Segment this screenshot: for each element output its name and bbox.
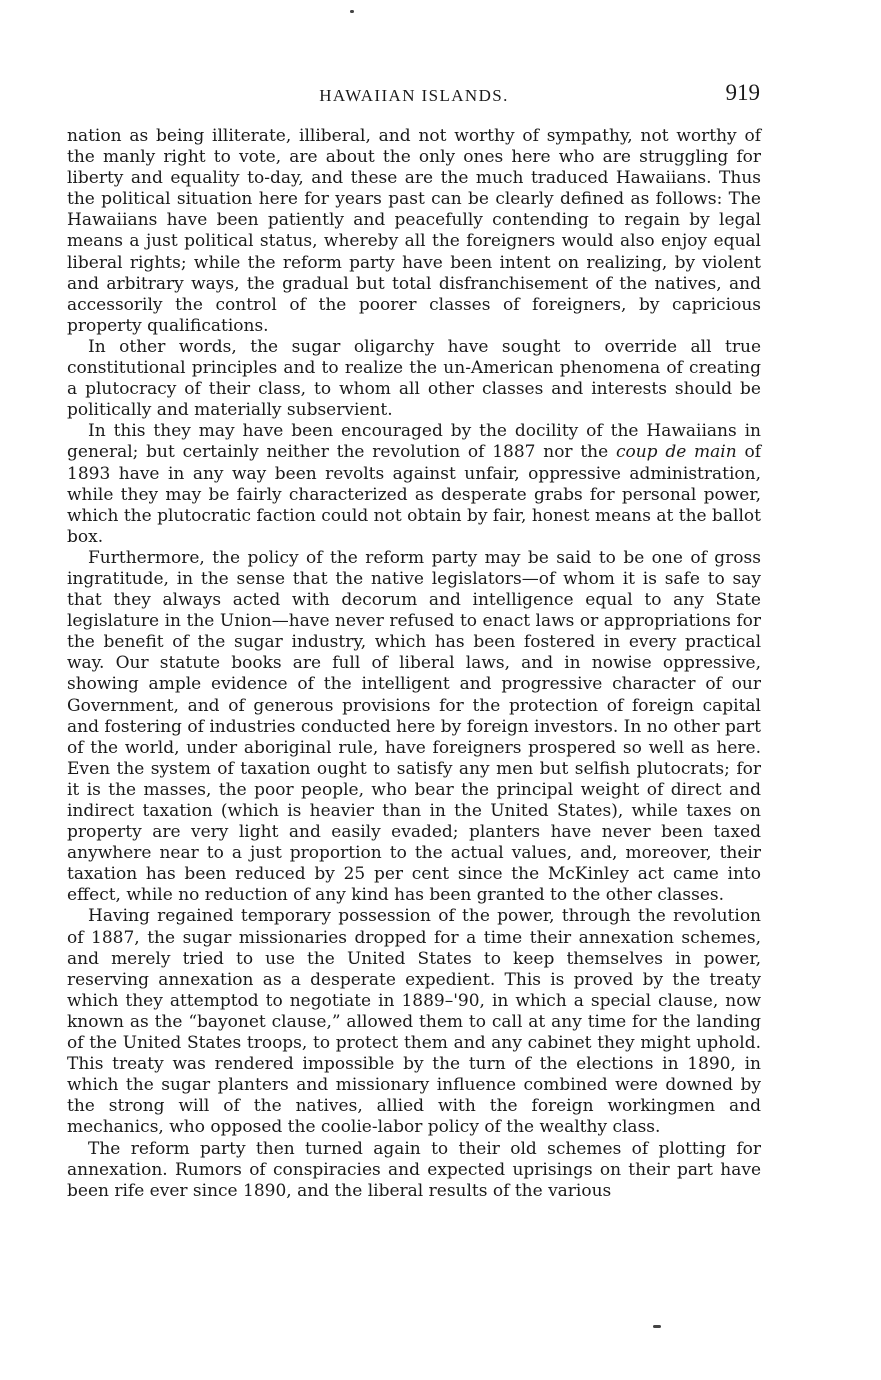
paragraph: Furthermore, the policy of the reform party may be said to be one of gross ingratitude, in the sense that the native legislators—of whom it is safe to say that they always acted with decorum and intelligence equal to any State legislature in the Union—have never refused to enact laws or appropriations for the benefit of the sugar industry, which has been fostered in every practical way. Our statute books are full of liberal laws, and in nowise oppressive, showing ample evidence of the intelligent and progressive character of our Government, and of generous provisions for the protection of foreign capital and fostering of industries conducted here by foreign investors. In no other part of the world, under aboriginal rule, have foreigners prospered so well as here. Even the system of taxation ought to satisfy any men but selfish plutocrats; for it is the masses, the poor people, who bear the principal weight of direct and indirect taxation (which is heavier than in the United States), while taxes on property are very light and easily evaded; planters have never been taxed anywhere near to a just proportion to the actual values, and, moreover, their taxation has been reduced by 25 per cent since the McKinley act came into effect, while no reduction of any kind has been granted to the other classes. — [67, 547, 761, 906]
page-header — [68, 80, 760, 110]
paragraph-text: of 1893 have in any way been revolts against unfair, oppressive administration, while they may be fairly characterized as desperate grabs for personal power, which the plutocratic faction could not obtain by fair, honest means at the ballot box. — [67, 442, 762, 547]
ink-speck-bottom — [653, 1325, 661, 1328]
body-text — [67, 126, 761, 1202]
italic-phrase: coup de main — [615, 442, 737, 463]
ink-speck-top — [350, 10, 354, 13]
running-title: HAWAIIAN ISLANDS. — [319, 86, 509, 105]
paragraph: Having regained temporary possession of the power, through the revolution of 1887, the sugar missionaries dropped for a time their annexation schemes, and merely tried to use the United States to keep themselves in power, reserving annexation as a desperate expedient. This is proved by the treaty which they attemptod to negotiate in 1889–'90, in which a special clause, now known as the “bayonet clause,” allowed them to call at any time for the landing of the United States troops, to protect them and any cabinet they might uphold. This treaty was rendered impossible by the turn of the elections in 1890, in which the sugar planters and missionary influence combined were downed by the strong will of the natives, allied with the foreign workingmen and mechanics, who opposed the coolie-labor policy of the wealthy class. — [67, 906, 761, 1138]
paragraph: The reform party then turned again to their old schemes of plotting for annexation. Rumors of conspiracies and expected uprisings on their part have been rife ever since 1890, and the liberal results of the various — [67, 1138, 761, 1201]
paragraph: nation as being illiterate, illiberal, and not worthy of sympathy, not worthy of the manly right to vote, are about the only ones here who are struggling for liberty and equality to-day, and these are the much traduced Hawaiians. Thus the political situation here for years past can be clearly defined as follows: The Hawaiians have been patiently and peacefully contending to regain by legal means a just political status, whereby all the foreigners would also enjoy equal liberal rights; while the reform party have been intent on realizing, by violent and arbitrary ways, the gradual but total disfranchisement of the natives, and accessorily the control of the poorer classes of foreigners, by capricious property qualifications. — [67, 126, 761, 336]
page-number: 919 — [725, 80, 760, 105]
paragraph — [67, 421, 761, 548]
paragraph-text: In this they may have been encouraged by the docility of the Hawaiians in general; but certainly neither the revolution of 1887 nor the — [67, 421, 761, 463]
paragraph: In other words, the sugar oligarchy have sought to override all true constitutional principles and to realize the un-American phenomena of creating a plutocracy of their class, to whom all other classes and interests should be politically and materially subservient. — [67, 336, 761, 421]
